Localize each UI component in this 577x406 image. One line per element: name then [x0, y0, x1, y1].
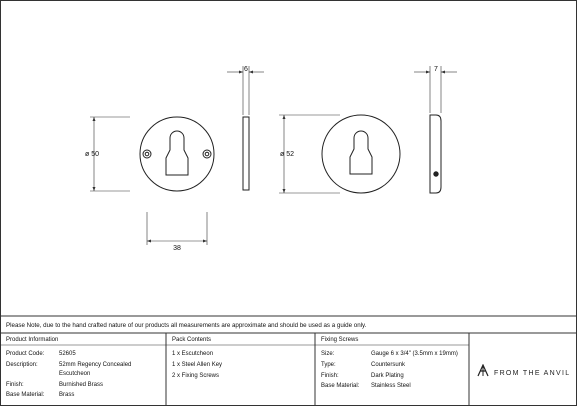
screw-material-value: Stainless Steel — [371, 383, 411, 389]
screw-type-label: Type: — [321, 362, 336, 368]
pack-item-2: 1 x Steel Allen Key — [172, 362, 223, 368]
escutcheon-front-view-1 — [140, 117, 214, 191]
description-value-line2: Escutcheon — [59, 371, 91, 377]
pack-contents-header: Pack Contents — [172, 337, 212, 343]
view1-diameter: ø 50 — [84, 151, 100, 158]
view1-top-dim: 6 — [244, 66, 248, 73]
escutcheon-side-view-1 — [243, 117, 249, 190]
screw-type-value: Countersunk — [371, 362, 406, 368]
description-label: Description: — [6, 362, 38, 368]
base-material-value: Brass — [59, 392, 75, 398]
screw-size-value: Gauge 6 x 3/4" (3.5mm x 19mm) — [371, 351, 458, 357]
dimension-lines-view-1 — [90, 66, 264, 245]
product-info-header: Product Information — [6, 337, 59, 343]
pack-item-3: 2 x Fixing Screws — [172, 373, 220, 379]
brand-name: FROM THE ANVIL — [494, 369, 571, 377]
base-material-label: Base Material: — [6, 392, 45, 398]
view2-top-dim: 7 — [434, 66, 438, 73]
screw-finish-label: Finish: — [321, 373, 339, 379]
product-code-label: Product Code: — [6, 351, 45, 357]
escutcheon-side-view-2 — [430, 115, 441, 193]
finish-label: Finish: — [6, 382, 24, 388]
pack-item-1: 1 x Escutcheon — [172, 351, 214, 357]
escutcheon-front-view-2 — [322, 115, 400, 193]
fixing-screws-header: Fixing Screws — [321, 337, 359, 343]
view2-diameter: ø 52 — [279, 151, 295, 158]
dimension-arrows-view-1 — [93, 71, 254, 243]
disclaimer-note: Please Note, due to the hand crafted nature of our products all measurements are approximate and should be used as a guide only. — [6, 322, 367, 329]
screw-finish-value: Dark Plating — [371, 373, 404, 379]
anvil-logo-icon — [477, 364, 489, 382]
brand-logo — [477, 364, 570, 382]
finish-value: Burnished Brass — [59, 382, 104, 388]
screw-size-label: Size: — [321, 351, 335, 357]
description-value: 52mm Regency Concealed — [59, 362, 132, 368]
view1-bottom-dim: 38 — [173, 245, 181, 252]
product-code-value: 52605 — [59, 351, 76, 357]
screw-material-label: Base Material: — [321, 383, 360, 389]
